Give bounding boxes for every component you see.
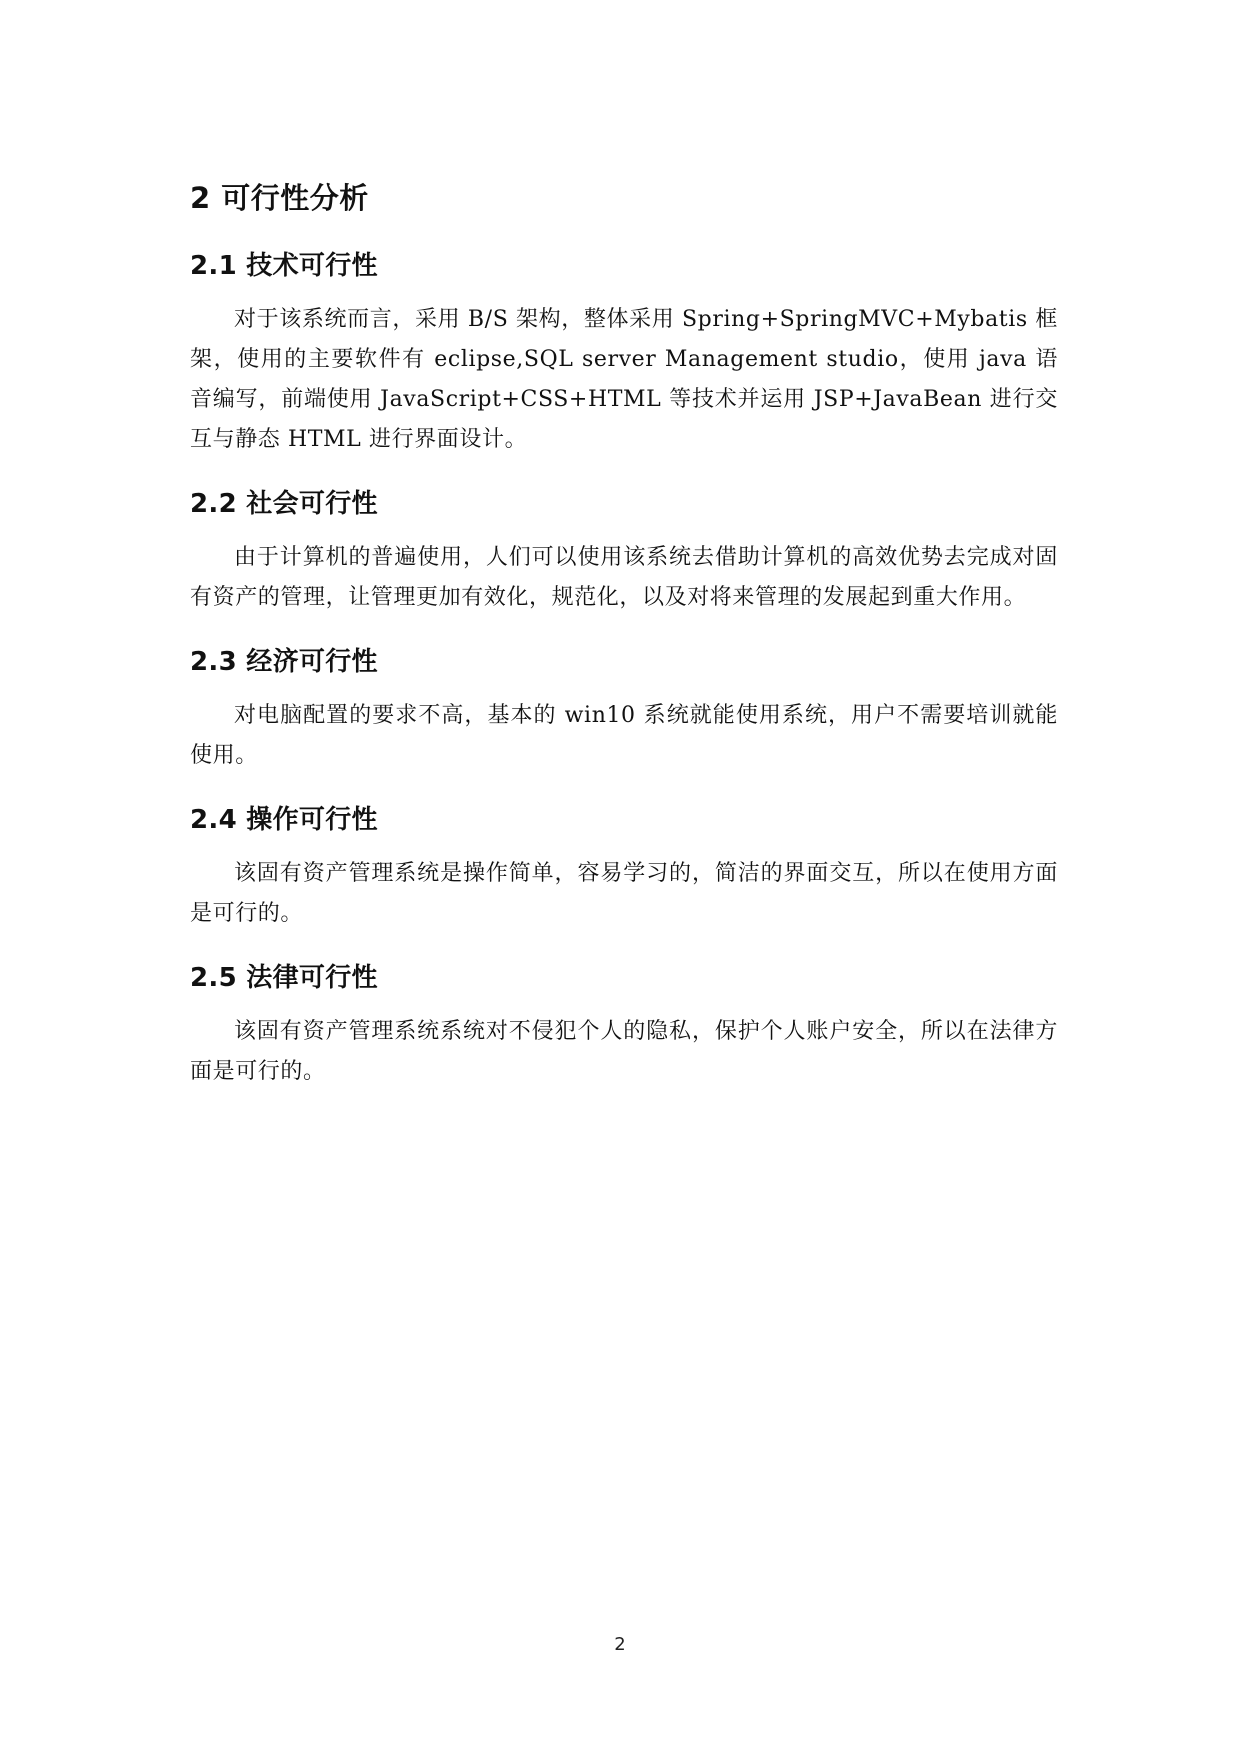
document-body — [190, 178, 1058, 1118]
section-economic-feasibility — [190, 644, 1058, 776]
section-paragraph: 由于计算机的普遍使用，人们可以使用该系统去借助计算机的高效优势去完成对固有资产的管理，让管理更加有效化，规范化，以及对将来管理的发展起到重大作用。 — [190, 545, 1058, 610]
section-heading: 2.3 经济可行性 — [190, 647, 378, 677]
section-paragraph: 对电脑配置的要求不高，基本的 win10 系统就能使用系统，用户不需要培训就能使用。 — [190, 703, 1058, 768]
section-paragraph: 该固有资产管理系统是操作简单，容易学习的，简洁的界面交互，所以在使用方面是可行的。 — [190, 861, 1058, 926]
chapter-title: 2 可行性分析 — [190, 181, 369, 215]
section-paragraph: 对于该系统而言，采用 B/S 架构，整体采用 Spring+SpringMVC+Mybatis 框架，使用的主要软件有 eclipse,SQL server Management studio，使用 java 语音编写，前端使用 JavaScript+CSS+HTML 等技术并运用 JSP+JavaBean 进行交互与静态 HTML 进行界面设计。 — [190, 307, 1058, 452]
section-technical-feasibility — [190, 248, 1058, 460]
section-heading: 2.5 法律可行性 — [190, 963, 378, 993]
section-operational-feasibility — [190, 802, 1058, 934]
section-legal-feasibility — [190, 960, 1058, 1092]
section-heading: 2.2 社会可行性 — [190, 489, 378, 519]
section-heading: 2.1 技术可行性 — [190, 251, 378, 281]
section-heading: 2.4 操作可行性 — [190, 805, 378, 835]
section-paragraph: 该固有资产管理系统系统对不侵犯个人的隐私，保护个人账户安全，所以在法律方面是可行的。 — [190, 1019, 1058, 1084]
section-social-feasibility — [190, 486, 1058, 618]
page-number: 2 — [614, 1634, 626, 1655]
